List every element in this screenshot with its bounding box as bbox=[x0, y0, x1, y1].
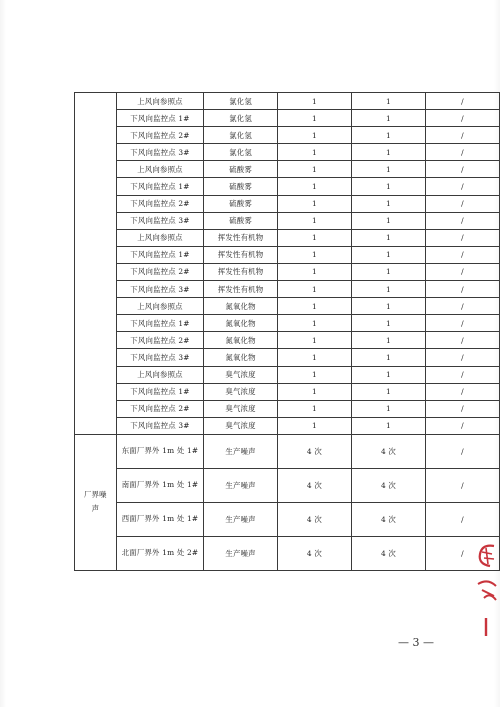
monitoring-point-cell: 上风向参照点 bbox=[116, 229, 204, 246]
monitoring-point-cell: 上风向参照点 bbox=[116, 93, 204, 110]
monitoring-item-cell: 氮氧化物 bbox=[204, 349, 278, 366]
monitoring-item-cell: 挥发性有机物 bbox=[204, 229, 278, 246]
table-row bbox=[75, 144, 500, 161]
count-cell-b: 4 次 bbox=[351, 536, 425, 570]
table-row bbox=[75, 195, 500, 212]
count-cell-b: 1 bbox=[351, 195, 425, 212]
count-cell-a: 1 bbox=[277, 349, 351, 366]
count-cell-b: 1 bbox=[351, 144, 425, 161]
monitoring-point-cell: 下风向监控点 3# bbox=[116, 144, 204, 161]
table-row bbox=[75, 178, 500, 195]
monitoring-point-cell: 上风向参照点 bbox=[116, 298, 204, 315]
monitoring-item-cell: 氯化氢 bbox=[204, 93, 278, 110]
monitoring-point-cell: 下风向监控点 3# bbox=[116, 417, 204, 434]
table-row bbox=[75, 366, 500, 383]
monitoring-item-cell: 氮氧化物 bbox=[204, 298, 278, 315]
remark-cell: / bbox=[426, 110, 500, 127]
table-row bbox=[75, 263, 500, 280]
remark-cell: / bbox=[426, 281, 500, 298]
monitoring-point-cell: 西面厂界外 1m 处 1# bbox=[116, 502, 204, 536]
remark-cell: / bbox=[426, 195, 500, 212]
monitoring-item-cell: 生产噪声 bbox=[204, 468, 278, 502]
monitoring-point-cell: 上风向参照点 bbox=[116, 366, 204, 383]
table-row bbox=[75, 127, 500, 144]
count-cell-a: 1 bbox=[277, 366, 351, 383]
count-cell-b: 1 bbox=[351, 298, 425, 315]
table-row bbox=[75, 212, 500, 229]
count-cell-a: 1 bbox=[277, 229, 351, 246]
count-cell-a: 1 bbox=[277, 281, 351, 298]
monitoring-item-cell: 挥发性有机物 bbox=[204, 263, 278, 280]
monitoring-item-cell: 氯化氢 bbox=[204, 127, 278, 144]
remark-cell: / bbox=[426, 229, 500, 246]
count-cell-a: 4 次 bbox=[277, 468, 351, 502]
count-cell-b: 1 bbox=[351, 383, 425, 400]
count-cell-a: 1 bbox=[277, 178, 351, 195]
count-cell-b: 1 bbox=[351, 315, 425, 332]
table-row bbox=[75, 332, 500, 349]
monitoring-point-cell: 北面厂界外 1m 处 2# bbox=[116, 536, 204, 570]
count-cell-b: 4 次 bbox=[351, 434, 425, 468]
table-row bbox=[75, 383, 500, 400]
count-cell-a: 4 次 bbox=[277, 434, 351, 468]
monitoring-item-cell: 氯化氢 bbox=[204, 110, 278, 127]
count-cell-b: 1 bbox=[351, 178, 425, 195]
count-cell-b: 1 bbox=[351, 332, 425, 349]
monitoring-item-cell: 挥发性有机物 bbox=[204, 281, 278, 298]
remark-cell: / bbox=[426, 400, 500, 417]
remark-cell: / bbox=[426, 332, 500, 349]
count-cell-a: 1 bbox=[277, 263, 351, 280]
monitoring-item-cell: 臭气浓度 bbox=[204, 366, 278, 383]
remark-cell: / bbox=[426, 366, 500, 383]
count-cell-a: 1 bbox=[277, 246, 351, 263]
table-row bbox=[75, 298, 500, 315]
monitoring-item-cell: 氮氧化物 bbox=[204, 332, 278, 349]
count-cell-a: 4 次 bbox=[277, 536, 351, 570]
count-cell-b: 1 bbox=[351, 281, 425, 298]
monitoring-item-cell: 生产噪声 bbox=[204, 502, 278, 536]
monitoring-point-cell: 下风向监控点 1# bbox=[116, 315, 204, 332]
monitoring-item-cell: 臭气浓度 bbox=[204, 417, 278, 434]
monitoring-point-cell: 下风向监控点 3# bbox=[116, 281, 204, 298]
remark-cell: / bbox=[426, 468, 500, 502]
table-row bbox=[75, 281, 500, 298]
count-cell-a: 1 bbox=[277, 127, 351, 144]
monitoring-item-cell: 生产噪声 bbox=[204, 536, 278, 570]
count-cell-b: 1 bbox=[351, 349, 425, 366]
count-cell-a: 1 bbox=[277, 332, 351, 349]
table-row bbox=[75, 536, 500, 570]
category-cell-noise: 厂界噪声 bbox=[75, 434, 117, 570]
page-number: — 3 — bbox=[398, 636, 434, 649]
monitoring-point-cell: 上风向参照点 bbox=[116, 161, 204, 178]
table-row bbox=[75, 468, 500, 502]
remark-cell: / bbox=[426, 434, 500, 468]
count-cell-b: 1 bbox=[351, 263, 425, 280]
remark-cell: / bbox=[426, 93, 500, 110]
remark-cell: / bbox=[426, 161, 500, 178]
remark-cell: / bbox=[426, 298, 500, 315]
count-cell-b: 4 次 bbox=[351, 468, 425, 502]
count-cell-b: 1 bbox=[351, 229, 425, 246]
count-cell-a: 1 bbox=[277, 417, 351, 434]
remark-cell: / bbox=[426, 263, 500, 280]
remark-cell: / bbox=[426, 536, 500, 570]
table-row bbox=[75, 349, 500, 366]
monitoring-item-cell: 硫酸雾 bbox=[204, 195, 278, 212]
remark-cell: / bbox=[426, 246, 500, 263]
table-row bbox=[75, 502, 500, 536]
monitoring-point-cell: 下风向监控点 2# bbox=[116, 195, 204, 212]
count-cell-b: 1 bbox=[351, 161, 425, 178]
monitoring-point-cell: 下风向监控点 3# bbox=[116, 212, 204, 229]
count-cell-a: 1 bbox=[277, 383, 351, 400]
monitoring-point-cell: 下风向监控点 1# bbox=[116, 383, 204, 400]
count-cell-a: 1 bbox=[277, 400, 351, 417]
monitoring-item-cell: 氮氧化物 bbox=[204, 315, 278, 332]
monitoring-item-cell: 生产噪声 bbox=[204, 434, 278, 468]
remark-cell: / bbox=[426, 178, 500, 195]
table-row bbox=[75, 161, 500, 178]
table-row bbox=[75, 417, 500, 434]
monitoring-item-cell: 氯化氢 bbox=[204, 144, 278, 161]
count-cell-a: 1 bbox=[277, 93, 351, 110]
count-cell-a: 4 次 bbox=[277, 502, 351, 536]
count-cell-a: 1 bbox=[277, 212, 351, 229]
count-cell-a: 1 bbox=[277, 195, 351, 212]
remark-cell: / bbox=[426, 212, 500, 229]
monitoring-point-cell: 下风向监控点 3# bbox=[116, 349, 204, 366]
count-cell-a: 1 bbox=[277, 315, 351, 332]
count-cell-a: 1 bbox=[277, 144, 351, 161]
table-row bbox=[75, 110, 500, 127]
monitoring-item-cell: 挥发性有机物 bbox=[204, 246, 278, 263]
remark-cell: / bbox=[426, 127, 500, 144]
monitoring-point-cell: 下风向监控点 2# bbox=[116, 263, 204, 280]
count-cell-b: 1 bbox=[351, 93, 425, 110]
table-row bbox=[75, 434, 500, 468]
remark-cell: / bbox=[426, 502, 500, 536]
remark-cell: / bbox=[426, 315, 500, 332]
red-seal-stamp bbox=[472, 540, 500, 640]
count-cell-b: 4 次 bbox=[351, 502, 425, 536]
remark-cell: / bbox=[426, 417, 500, 434]
remark-cell: / bbox=[426, 383, 500, 400]
remark-cell: / bbox=[426, 144, 500, 161]
count-cell-b: 1 bbox=[351, 110, 425, 127]
table-row bbox=[75, 315, 500, 332]
monitoring-item-cell: 硫酸雾 bbox=[204, 178, 278, 195]
monitoring-point-cell: 下风向监控点 2# bbox=[116, 332, 204, 349]
monitoring-point-cell: 下风向监控点 1# bbox=[116, 178, 204, 195]
count-cell-a: 1 bbox=[277, 298, 351, 315]
monitoring-table-body bbox=[75, 93, 500, 571]
monitoring-item-cell: 臭气浓度 bbox=[204, 400, 278, 417]
monitoring-item-cell: 臭气浓度 bbox=[204, 383, 278, 400]
count-cell-b: 1 bbox=[351, 127, 425, 144]
count-cell-a: 1 bbox=[277, 161, 351, 178]
monitoring-point-cell: 下风向监控点 2# bbox=[116, 400, 204, 417]
monitoring-item-cell: 硫酸雾 bbox=[204, 212, 278, 229]
monitoring-point-cell: 下风向监控点 1# bbox=[116, 110, 204, 127]
count-cell-b: 1 bbox=[351, 246, 425, 263]
count-cell-b: 1 bbox=[351, 366, 425, 383]
category-cell-air bbox=[75, 93, 117, 435]
monitoring-point-cell: 下风向监控点 1# bbox=[116, 246, 204, 263]
table-row bbox=[75, 246, 500, 263]
count-cell-b: 1 bbox=[351, 417, 425, 434]
monitoring-point-cell: 南面厂界外 1m 处 1# bbox=[116, 468, 204, 502]
monitoring-item-cell: 硫酸雾 bbox=[204, 161, 278, 178]
count-cell-a: 1 bbox=[277, 110, 351, 127]
monitoring-point-cell: 下风向监控点 2# bbox=[116, 127, 204, 144]
table-row bbox=[75, 229, 500, 246]
count-cell-b: 1 bbox=[351, 400, 425, 417]
monitoring-point-cell: 东面厂界外 1m 处 1# bbox=[116, 434, 204, 468]
table-row bbox=[75, 400, 500, 417]
monitoring-table bbox=[74, 92, 500, 571]
count-cell-b: 1 bbox=[351, 212, 425, 229]
table-row bbox=[75, 93, 500, 110]
remark-cell: / bbox=[426, 349, 500, 366]
